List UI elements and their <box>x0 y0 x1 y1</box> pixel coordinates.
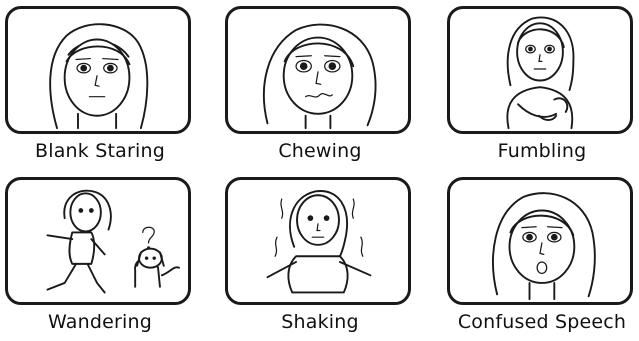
panel-blank-staring <box>5 6 195 162</box>
chewing-illustration <box>225 6 411 134</box>
caption-confused-speech: Confused Speech <box>457 311 627 333</box>
fumbling-illustration <box>447 6 633 134</box>
panel-confused-speech <box>447 177 637 333</box>
caption-wandering: Wandering <box>48 311 152 333</box>
panel-fumbling <box>447 6 637 162</box>
caption-fumbling: Fumbling <box>497 140 587 162</box>
caption-blank-staring: Blank Staring <box>35 140 165 162</box>
panel-chewing <box>225 6 415 162</box>
shaking-illustration <box>225 177 411 305</box>
panel-wandering <box>5 177 195 333</box>
caption-chewing: Chewing <box>278 140 362 162</box>
wandering-illustration <box>5 177 191 305</box>
confused-speech-illustration <box>447 177 633 305</box>
panel-shaking <box>225 177 415 333</box>
blank-staring-illustration <box>5 6 191 134</box>
caption-shaking: Shaking <box>281 311 359 333</box>
